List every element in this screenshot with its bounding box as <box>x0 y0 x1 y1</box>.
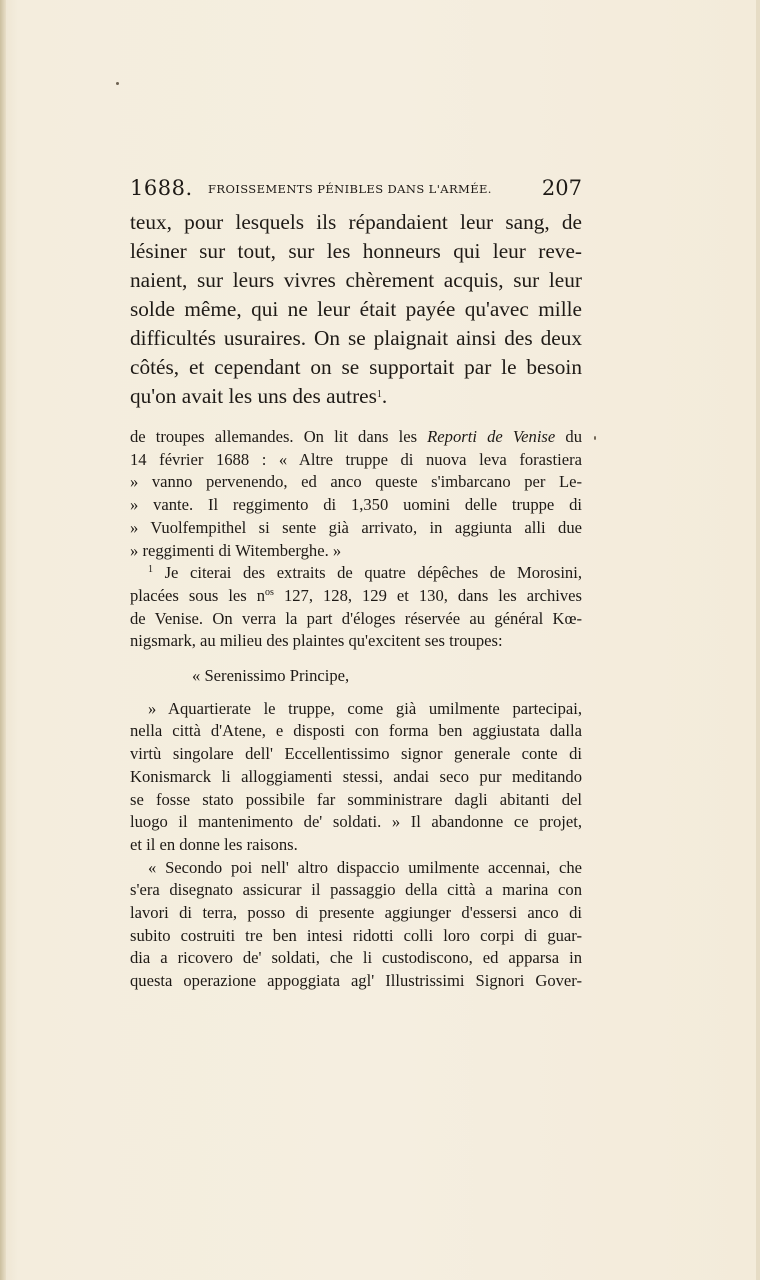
number-abbrev: os <box>265 586 274 598</box>
quote-line: luogo il mantenimento de' soldati. » Il abandonne ce projet, <box>130 812 582 832</box>
footnotes <box>130 426 582 993</box>
text-line-content: qu'on avait les uns des autres <box>130 384 377 408</box>
quote-line: Konismarck li alloggiamenti stessi, andai seco pur meditando <box>130 766 582 786</box>
sentence-end: . <box>381 384 388 408</box>
quote-line: questa operazione appoggiata agl' Illustrissimi Signori Gover- <box>130 971 582 991</box>
text-line <box>130 382 582 411</box>
quote-line: dia a ricovero de' soldati, che li custodiscono, ed apparsa in <box>130 948 582 968</box>
running-header <box>130 176 582 206</box>
quote-line: nella città d'Atene, e disposti con forma ben aggiustata dalla <box>130 721 582 741</box>
quote-line: se fosse stato possibile far somministrare dagli abitanti del <box>130 789 582 809</box>
quote-line: » Aquartierate le truppe, come già umilmente partecipai, <box>148 698 582 718</box>
quote-line: subito costruiti tre ben intesi ridotti colli loro corpi di guar- <box>130 925 582 945</box>
header-title: FROISSEMENTS PÉNIBLES DANS L'ARMÉE. <box>208 182 492 196</box>
note-line: » vante. Il reggimento di 1,350 uomini delle truppe di <box>130 495 582 515</box>
quote-line: « Secondo poi nell' altro dispaccio umilmente accennai, che <box>148 857 582 877</box>
text-line: difficultés usuraires. On se plaignait ainsi des deux <box>130 326 582 350</box>
quote-line: lavori di terra, posso di presente aggiunger d'essersi anco di <box>130 903 582 923</box>
quote-line: virtù singolare dell' Eccellentissimo signor generale conte di <box>130 744 582 764</box>
paper-speck <box>594 436 596 440</box>
quote-line: et il en donne les raisons. <box>130 834 298 854</box>
text-line: côtés, et cependant on se supportait par le besoin <box>130 355 582 379</box>
text-line: teux, pour lesquels ils répandaient leur sang, de <box>130 210 582 234</box>
footnote-line <box>130 585 582 608</box>
note-line: » Vuolfempithel si sente già arrivato, in aggiunta alli due <box>130 517 582 537</box>
header-year: 1688. <box>130 176 193 200</box>
source-title: Reporti de Venise <box>427 427 556 446</box>
note-text: 127, 128, 129 et 130, dans les archives <box>273 585 582 605</box>
paper-speck <box>116 82 119 85</box>
note-text: de troupes allemandes. On lit dans les <box>130 427 428 446</box>
text-line: naient, sur leurs vivres chèrement acquis, sur leur <box>130 268 582 292</box>
note-text: du <box>555 427 582 446</box>
footnote-reference[interactable]: 1 <box>376 389 382 400</box>
footnote-line <box>130 562 582 585</box>
note-text: placées sous les n <box>130 585 266 605</box>
page-number: 207 <box>541 176 582 200</box>
letter-salutation: « Serenissimo Principe, <box>192 666 350 686</box>
page-left-edge <box>0 0 6 1280</box>
page-right-edge <box>756 0 760 1280</box>
footnote-line: de Venise. On verra la part d'éloges réservée au général Kœ- <box>130 608 582 628</box>
note-line: 14 février 1688 : « Altre truppe di nuova leva forastiera <box>130 449 582 469</box>
text-line: lésiner sur tout, sur les honneurs qui leur reve- <box>130 239 582 263</box>
quote-line: s'era disegnato assicurar il passaggio della città a marina con <box>130 880 582 900</box>
footnote-marker: 1 <box>148 564 153 576</box>
note-line: » vanno pervenendo, ed anco queste s'imbarcano per Le- <box>130 472 582 492</box>
note-text: Je citerai des extraits de quatre dépêches de Morosini, <box>153 563 582 583</box>
note-line <box>130 426 582 449</box>
note-line: » reggimenti di Witemberghe. » <box>130 540 342 560</box>
footnote-line: nigsmark, au milieu des plaintes qu'excitent ses troupes: <box>130 631 503 651</box>
main-text <box>130 208 582 411</box>
text-line: solde même, qui ne leur était payée qu'avec mille <box>130 297 582 321</box>
